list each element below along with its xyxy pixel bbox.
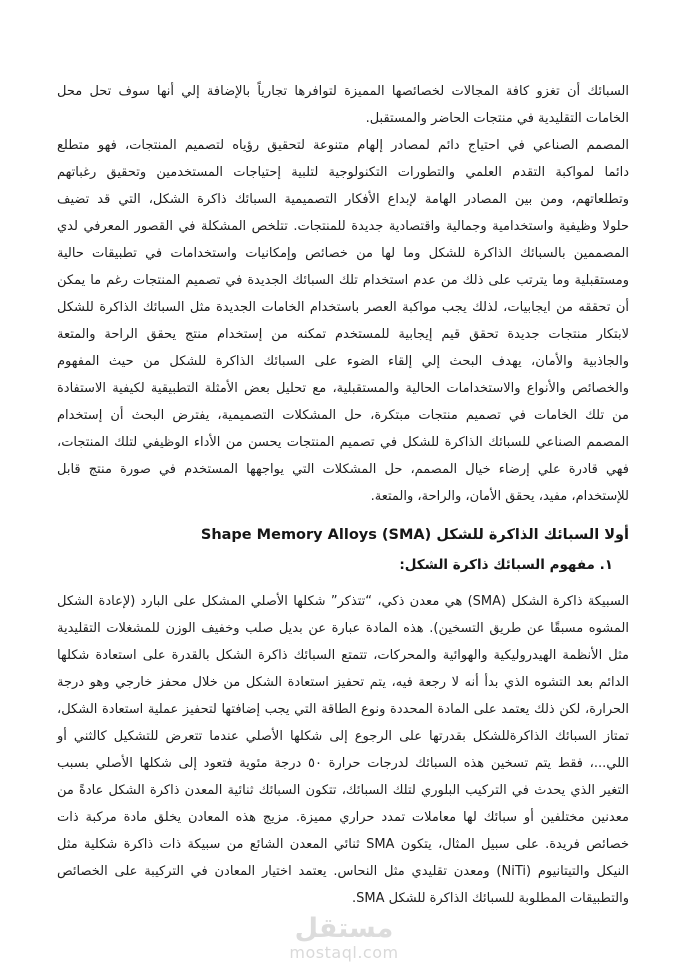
text-line: مثل الأنظمة الهيدروليكية والهوائية والمحركات، تتمتع السبائك ذاكرة الشكل بالقدرة على استعادة شكلها: [57, 648, 629, 663]
page-body: [57, 78, 629, 912]
text-line: فهي قادرة علي إرضاء خيال المصمم، حل المشكلات التي يواجهها المستخدم في صورة منتج قابل: [57, 462, 629, 477]
text-line: السبائك أن تغزو كافة المجالات لخصائصها المميزة لتوافرها تجارياً بالإضافة إلي أنها سوف تحل محل: [57, 84, 629, 99]
text-line: والتطبيقات المطلوبة للسبائك الذاكرة للشكل SMA.: [352, 891, 629, 906]
text-line: لابتكار منتجات جديدة تحقق قيم إيجابية للمستخدم تمكنه من إستخدام منتج يحقق الراحة والمتعة: [57, 327, 629, 342]
sma-definition-paragraph: [57, 588, 629, 912]
text-line: النيكل والتيتانيوم (NiTi) ومعدن تقليدي مثل النحاس. يعتمد اختيار المعادن في التركيبة على الخصائص: [57, 864, 629, 879]
section-1-heading: أولا السبائك الذاكرة للشكل Shape Memory Alloys (SMA): [200, 527, 629, 543]
text-line: المصمم الصناعي في احتياج دائم لمصادر إلهام متنوعة لتحقيق رؤياه لتصميم المنتجات، فهو متطلع: [57, 138, 629, 153]
text-line: اللي...، فقط يتم تسخين هذه السبائك لدرجات حرارة ٥٠ درجة مئوية فتعود إلى شكلها الأصلي بسبب: [57, 756, 629, 771]
text-line: والخصائص والأنواع والاستخدامات الحالية والمستقبلية، مع تحليل بعض الأمثلة التطبيقية لكيفية الاستفادة: [57, 381, 629, 396]
text-line: معدنين مختلفين أو سبائك لها معاملات تمدد حراري مميزة. مزيج هذه المعادن يخلق مادة مركبة ذات: [57, 810, 629, 825]
intro-paragraph-continued: [57, 78, 629, 132]
text-line: الخامات التقليدية في منتجات الحاضر والمستقبل.: [365, 111, 629, 126]
text-line: للإستخدام، مفيد، يحقق الأمان، والراحة، والمتعة.: [370, 489, 629, 504]
text-line: أن تحققه من ايجابيات، لذلك يجب مواكبة العصر باستخدام الخامات الجديدة مثل السبائك الذاكرة للشكل: [57, 300, 629, 315]
text-line: خصائص فريدة. على سبيل المثال، يتكون SMA ثنائي المعدن الشائع من سبيكة ذات ذاكرة شكلية مثل: [57, 837, 629, 852]
text-line: الدائم بعد التشوه الذي بدأ أنه لا رجعة فيه، يتم تحفيز استعادة الشكل من خلال محفز خارجي وهو درجة: [57, 675, 629, 690]
problem-statement-paragraph: [57, 132, 629, 510]
subsection-1-1-heading: ١. مفهوم السبائك ذاكرة الشكل:: [399, 557, 613, 573]
text-line: التغير الذي يحدث في التركيب البلوري لتلك السبائك، تتكون السبائك ثنائية المعدن ذاكرة الشكل عادةً من: [57, 783, 629, 798]
text-line: الحرارة، لكن ذلك يعتمد على المادة المحددة ونوع الطاقة التي يجب إضافتها لتحفيز عملية استعادة الشكل،: [57, 702, 629, 717]
mostaql-logo: مستقل: [294, 912, 394, 944]
text-line: تمتاز السبائك الذاكرةللشكل بقدرتها على الرجوع إلى شكلها الأصلي عندما تتعرض للتشكيل كالثني أو: [57, 729, 629, 744]
text-line: دائما لمواكبة التقدم العلمي والتطورات التكنولوجية لتلبية إحتياجات المستخدمين وتحقيق رغباتهم: [57, 165, 629, 180]
text-line: وتطلعاتهم، ومن بين المصادر الهامة لإبداع الأفكار التصميمية السبائك ذاكرة الشكل، التي قد تضيف: [57, 192, 629, 207]
watermark: [0, 912, 688, 962]
text-line: والجاذبية والأمان، يهدف البحث إلي إلقاء الضوء على السبائك الذاكرة للشكل من حيث المفهوم: [57, 354, 629, 369]
text-line: ومستقبلية وما يترتب على ذلك من عدم استخدام تلك السبائك الجديدة في تصميم المنتجات رغم ما يمكن: [57, 273, 629, 288]
text-line: حلولا وظيفية واستخدامية وجمالية واقتصادية جديدة للمنتجات. تتلخص المشكلة في القصور المعرفي لدي: [57, 219, 629, 234]
text-line: المصممين بالسبائك الذاكرة للشكل وما لها من خصائص وإمكانيات واستخدامات في تطبيقات حالية: [57, 246, 629, 261]
text-line: المشوه مسبقًا عن طريق التسخين). هذه المادة عبارة عن بديل صلب وخفيف الوزن للمشغلات التقليدية: [57, 621, 629, 636]
mostaql-url-text: mostaql.com: [289, 943, 399, 962]
text-line: السبيكة ذاكرة الشكل (SMA) هي معدن ذكي، “تتذكر” شكلها الأصلي المشكل على البارد (لإعادة الشكل: [57, 594, 629, 609]
text-line: من تلك الخامات في تصميم منتجات مبتكرة، حل المشكلات التصميمية، يفترض البحث أن إستخدام: [57, 408, 629, 423]
text-line: المصمم الصناعي للسبائك الذاكرة للشكل في تصميم المنتجات يحسن من الأداء الوظيفي لتلك المنتجات،: [57, 435, 629, 450]
